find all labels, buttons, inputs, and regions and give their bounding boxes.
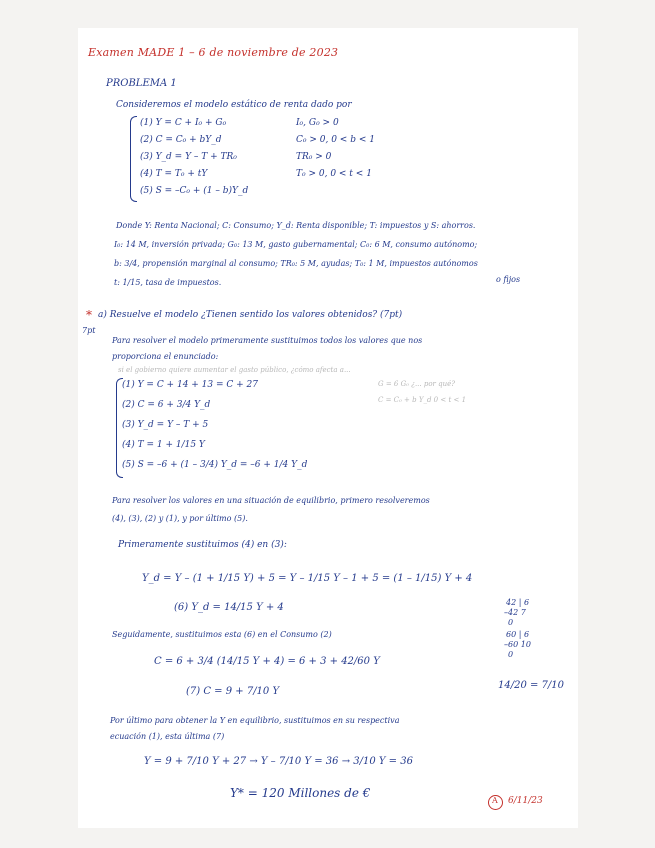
side-note: 60 | 6 [506, 630, 530, 639]
answer-line: proporciona el enunciado: [112, 352, 219, 361]
bleed-through-text: C = C₀ + b Y_d 0 < t < 1 [378, 396, 467, 404]
answer-line: Para resolver el modelo primeramente sustituimos todos los valores que nos [112, 336, 423, 345]
model-equation: (3) Y_d = Y – T + TR₀ [140, 152, 237, 162]
model-brace [130, 116, 137, 202]
side-note: 42 | 6 [506, 598, 530, 607]
model-equation: (4) T = T₀ + tY [140, 169, 208, 179]
problem-intro: Consideremos el modelo estático de renta dado por [116, 100, 352, 110]
bleed-through-text: G = 6 G₀ ¿... por qué? [378, 380, 456, 388]
equilibrium-result: Y* = 120 Millones de € [230, 786, 371, 800]
yd-derivation: Y_d = Y – (1 + 1/15 Y) + 5 = Y – 1/15 Y – 1 + 5 = (1 – 1/15) Y + 4 [142, 573, 473, 584]
model-condition: I₀, G₀ > 0 [296, 118, 339, 128]
equation-7: (7) C = 9 + 7/10 Y [186, 686, 280, 697]
side-note: –60 10 [504, 640, 531, 649]
model-condition: T₀ > 0, 0 < t < 1 [296, 169, 372, 179]
side-note: –42 7 [504, 608, 526, 617]
step-text: ecuación (1), esta última (7) [110, 732, 225, 741]
substituted-equation: (1) Y = C + 14 + 13 = C + 27 [122, 380, 258, 390]
model-condition: TR₀ > 0 [296, 152, 332, 162]
question-text: a) Resuelve el modelo ¿Tienen sentido los valores obtenidos? (7pt) [98, 310, 403, 320]
exam-sheet [78, 28, 578, 828]
model-equation: (5) S = –C₀ + (1 – b)Y_d [140, 186, 249, 196]
step-text: Seguidamente, sustituimos esta (6) en el Consumo (2) [112, 630, 332, 639]
side-fraction-note: 14/20 = 7/10 [498, 680, 565, 691]
step-text: (4), (3), (2) y (1), y por último (5). [112, 514, 248, 523]
definition-line: I₀: 14 M, inversión privada; G₀: 13 M, gasto gubernamental; C₀: 6 M, consumo autónomo; [114, 240, 478, 249]
exam-header: Examen MADE 1 – 6 de noviembre de 2023 [88, 46, 339, 59]
step-text: Por último para obtener la Y en equilibrio, sustituimos en su respectiva [110, 716, 400, 725]
y-derivation: Y = 9 + 7/10 Y + 27 → Y – 7/10 Y = 36 → 3/10 Y = 36 [144, 756, 413, 767]
definition-line: b: 3/4, propensión marginal al consumo; TR₀: 5 M, ayudas; T₀: 1 M, impuestos autónomos [114, 259, 478, 268]
footer-date: 6/11/23 [508, 796, 543, 806]
side-note: 0 [508, 650, 514, 659]
equation-6: (6) Y_d = 14/15 Y + 4 [174, 602, 284, 613]
footer-mark: A [492, 796, 498, 805]
substituted-equation: (2) C = 6 + 3/4 Y_d [122, 400, 211, 410]
model-equation: (2) C = C₀ + bY_d [140, 135, 222, 145]
substituted-equation: (5) S = –6 + (1 – 3/4) Y_d = –6 + 1/4 Y_d [122, 460, 308, 470]
definition-line: t: 1/15, tasa de impuestos. [114, 278, 222, 287]
substituted-equation: (4) T = 1 + 1/15 Y [122, 440, 205, 450]
question-marker: * [86, 308, 92, 322]
definition-note: o fijos [496, 275, 521, 284]
consumption-derivation: C = 6 + 3/4 (14/15 Y + 4) = 6 + 3 + 42/60 Y [154, 656, 380, 667]
step-text: Para resolver los valores en una situación de equilibrio, primero resolveremos [112, 496, 430, 505]
model-condition: C₀ > 0, 0 < b < 1 [296, 135, 375, 145]
side-note: 0 [508, 618, 514, 627]
step-text: Primeramente sustituimos (4) en (3): [118, 540, 287, 550]
substituted-equation: (3) Y_d = Y – T + 5 [122, 420, 209, 430]
bleed-through-text: si el gobierno quiere aumentar el gasto público, ¿cómo afecta a... [118, 366, 351, 374]
problem-title: PROBLEMA 1 [106, 78, 177, 89]
question-score: 7pt [82, 326, 96, 335]
definition-line: Donde Y: Renta Nacional; C: Consumo; Y_d: Renta disponible; T: impuestos y S: ahorros. [116, 221, 476, 230]
model-equation: (1) Y = C + I₀ + G₀ [140, 118, 227, 128]
